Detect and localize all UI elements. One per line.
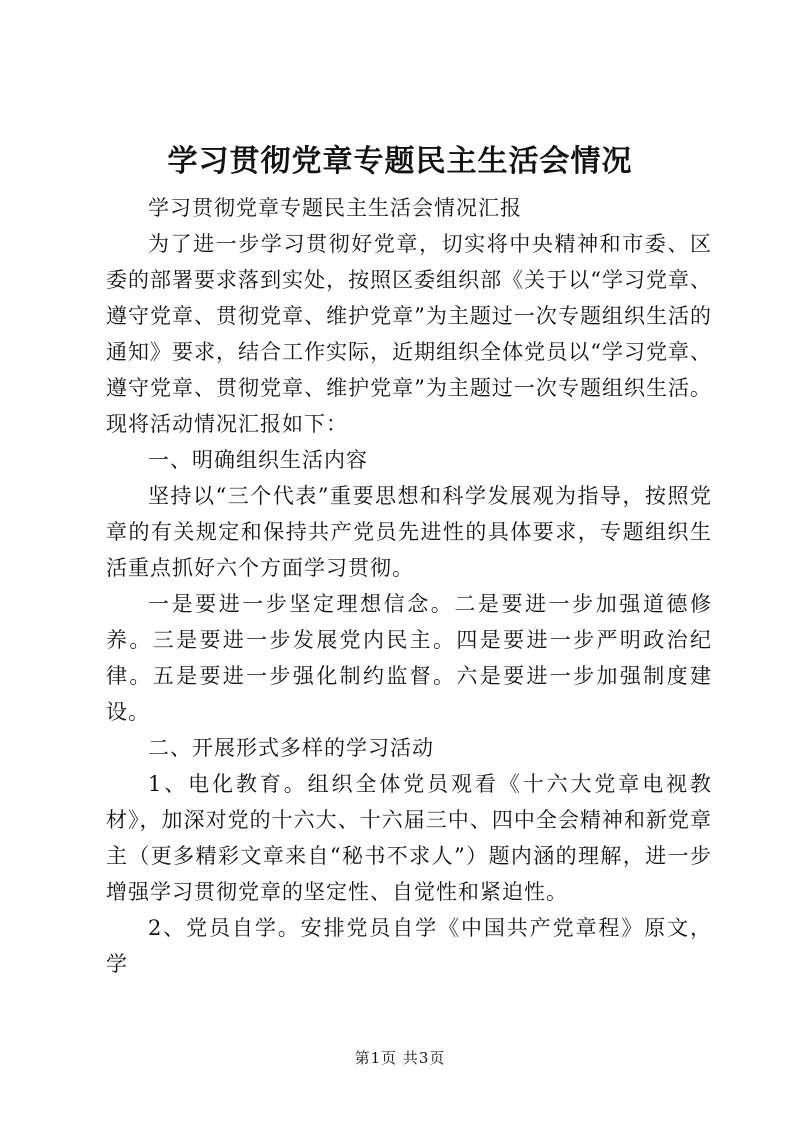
section-heading-2: 二、开展形式多样的学习活动 [148,736,434,760]
document-body [106,190,712,982]
page-footer: 第1页 共3页 [354,1049,446,1067]
paragraph-six-aspects: 一是要进一步坚定理想信念。二是要进一步加强道德修养。三是要进一步发展党内民主。四是要进一步严明政治纪律。五是要进一步强化制约监督。六是要进一步加强制度建设。 [106,592,712,724]
paragraph-intro: 为了进一步学习贯彻好党章，切实将中央精神和市委、区委的部署要求落到实处，按照区委组织部《关于以“学习党章、遵守党章、贯彻党章、维护党章”为主题过一次专题组织生活的通知》要求，结合工作实际，近期组织全体党员以“学习党章、遵守党章、贯彻党章、维护党章”为主题过一次专题组织生活。现将活动情况汇报如下： [106,232,712,436]
paragraph-electronic-education: 1、电化教育。组织全体党员观看《十六大党章电视教材》，加深对党的十六大、十六届三中、四中全会精神和新党章主（更多精彩文章来自“秘书不求人”）题内涵的理解，进一步增强学习贯彻党章的坚定性、自觉性和紧迫性。 [106,772,712,904]
paragraph-guidance: 坚持以“三个代表”重要思想和科学发展观为指导，按照党章的有关规定和保持共产党员先进性的具体要求，专题组织生活重点抓好六个方面学习贯彻。 [106,484,712,580]
paragraph-self-study: 2、党员自学。安排党员自学《中国共产党章程》原文，学 [106,916,712,976]
paragraph-subtitle: 学习贯彻党章专题民主生活会情况汇报 [148,196,522,220]
section-heading-1: 一、明确组织生活内容 [148,448,368,472]
document-title: 学习贯彻党章专题民主生活会情况 [167,144,633,179]
